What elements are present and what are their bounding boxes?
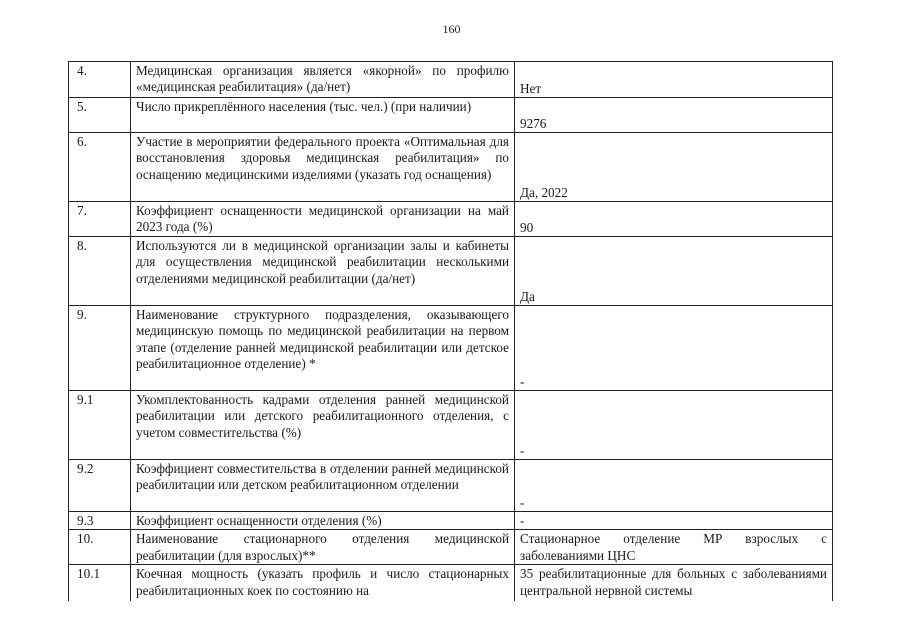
row-indicator: Коэффициент совместительства в отделении ранней медицинской реабилитации или детском реабилитационном отделении [131, 460, 515, 512]
row-number: 9.1 [69, 391, 131, 460]
row-indicator: Коэффициент оснащенности отделения (%) [131, 512, 515, 530]
table-row [69, 565, 833, 601]
row-number: 8. [69, 237, 131, 306]
row-value: Стационарное отделение МР взрослых с заболеваниями ЦНС [515, 530, 833, 565]
row-number: 9.2 [69, 460, 131, 512]
table-row [69, 512, 833, 530]
table-row [69, 133, 833, 202]
row-value: 9276 [515, 98, 833, 133]
row-value: Да [515, 237, 833, 306]
row-indicator: Наименование стационарного отделения медицинской реабилитации (для взрослых)** [131, 530, 515, 565]
row-value: - [515, 391, 833, 460]
row-value: Да, 2022 [515, 133, 833, 202]
row-indicator: Коэффициент оснащенности медицинской организации на май 2023 года (%) [131, 202, 515, 237]
row-indicator: Медицинская организация является «якорной» по профилю «медицинская реабилитация» (да/нет) [131, 62, 515, 98]
row-indicator: Наименование структурного подразделения, оказывающего медицинскую помощь по медицинской реабилитации на первом этапе (отделение ранней медицинской реабилитации или детское реабилитационное отделение) * [131, 306, 515, 391]
row-indicator: Используются ли в медицинской организации залы и кабинеты для осуществления медицинской реабилитации несколькими отделениями медицинской реабилитации (да/нет) [131, 237, 515, 306]
table-row [69, 62, 833, 98]
table-row [69, 98, 833, 133]
row-value: - [515, 306, 833, 391]
row-number: 10.1 [69, 565, 131, 601]
table-row [69, 530, 833, 565]
page-number: 160 [442, 22, 461, 36]
table-row [69, 237, 833, 306]
row-indicator: Число прикреплённого населения (тыс. чел.) (при наличии) [131, 98, 515, 133]
row-indicator: Укомплектованность кадрами отделения ранней медицинской реабилитации или детского реабилитационного отделения, с учетом совместительства (%) [131, 391, 515, 460]
row-number: 9. [69, 306, 131, 391]
table-row [69, 202, 833, 237]
row-number: 9.3 [69, 512, 131, 530]
row-number: 6. [69, 133, 131, 202]
row-indicator: Участие в мероприятии федерального проекта «Оптимальная для восстановления здоровья медицинская реабилитация» по оснащению медицинскими изделиями (указать год оснащения) [131, 133, 515, 202]
row-value: - [515, 512, 833, 530]
row-value: - [515, 460, 833, 512]
rehabilitation-info-table [68, 61, 833, 601]
row-number: 7. [69, 202, 131, 237]
row-number: 5. [69, 98, 131, 133]
table-row [69, 391, 833, 460]
row-value: 90 [515, 202, 833, 237]
table-row [69, 306, 833, 391]
table-row [69, 460, 833, 512]
row-number: 4. [69, 62, 131, 98]
row-value: 35 реабилитационные для больных с заболеваниями центральной нервной системы [515, 565, 833, 601]
row-indicator: Коечная мощность (указать профиль и число стационарных реабилитационных коек по состоянию на [131, 565, 515, 601]
row-number: 10. [69, 530, 131, 565]
row-value: Нет [515, 62, 833, 98]
